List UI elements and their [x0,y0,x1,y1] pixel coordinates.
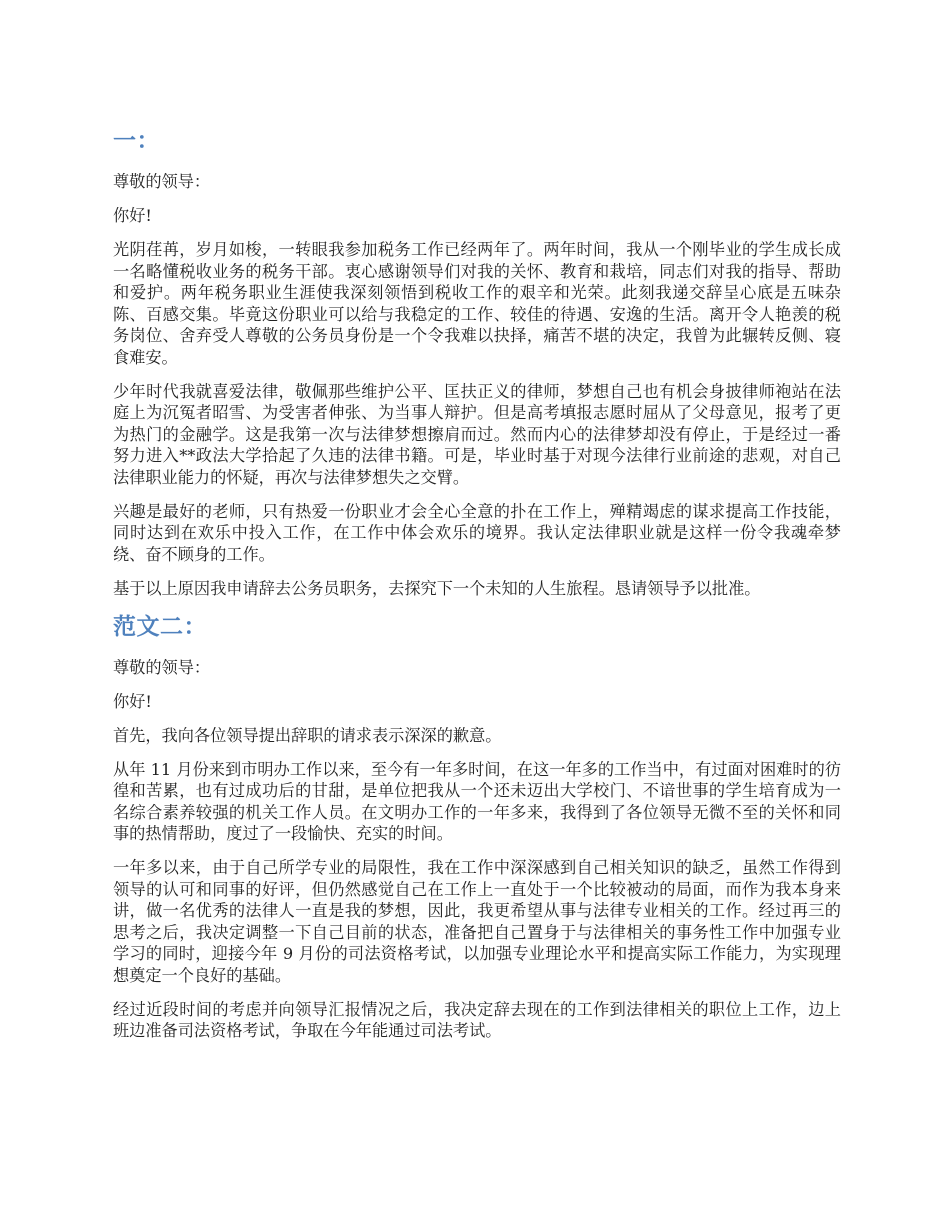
body-paragraph: 少年时代我就喜爱法律，敬佩那些维护公平、匡扶正义的律师，梦想自己也有机会身披律师袍站在法庭上为沉冤者昭雪、为受害者伸张、为当事人辩护。但是高考填报志愿时屈从了父母意见，报考了更为热门的金融学。这是我第一次与法律梦想擦肩而过。然而内心的法律梦却没有停止，于是经过一番努力进入**政法大学拾起了久违的法律书籍。可是，毕业时基于对现今法律行业前途的悲观，对自己法律职业能力的怀疑，再次与法律梦想失之交臂。 [113,381,841,487]
body-paragraph: 光阴荏苒，岁月如梭，一转眼我参加税务工作已经两年了。两年时间，我从一个刚毕业的学生成长成一名略懂税收业务的税务干部。衷心感谢领导们对我的关怀、教育和栽培，同志们对我的指导、帮助和爱护。两年税务职业生涯使我深刻领悟到税收工作的艰辛和光荣。此刻我递交辞呈心底是五味杂陈、百感交集。毕竟这份职业可以给与我稳定的工作、较佳的待遇、安逸的生活。离开令人艳羡的税务岗位、舍弃受人尊敬的公务员身份是一个令我难以抉择，痛苦不堪的决定，我曾为此辗转反侧、寝食难安。 [113,240,841,367]
section-two [113,612,841,1042]
section-one-heading: 一： [113,128,160,154]
salutation: 尊敬的领导： [113,657,211,677]
closing-paragraph: 基于以上原因我申请辞去公务员职务，去探究下一个未知的人生旅程。恳请领导予以批准。 [113,578,761,598]
body-paragraph: 从年 11 月份来到市明办工作以来，至今有一年多时间，在这一年多的工作当中，有过面对困难时的彷徨和苦累，也有过成功后的甘甜，是单位把我从一个还未迈出大学校门、不谙世事的学生培育成为一名综合素养较强的机关工作人员。在文明办工作的一年多来，我得到了各位领导无微不至的关怀和同事的热情帮助，度过了一段愉快、充实的时间。 [113,759,841,843]
section-one [113,126,841,599]
greeting: 你好! [113,206,152,225]
document-page [113,126,841,1054]
salutation: 尊敬的领导： [113,172,211,191]
section-two-heading: 范文二： [113,613,207,640]
body-paragraph: 经过近段时间的考虑并向领导汇报情况之后，我决定辞去现在的工作到法律相关的职位上工作，边上班边准备司法资格考试，争取在今年能通过司法考试。 [113,999,841,1040]
body-paragraph: 首先，我向各位领导提出辞职的请求表示深深的歉意。 [113,725,502,745]
body-paragraph: 兴趣是最好的老师，只有热爱一份职业才会全心全意的扑在工作上，殚精竭虑的谋求提高工作技能，同时达到在欢乐中投入工作，在工作中体会欢乐的境界。我认定法律职业就是这样一份令我魂牵梦绕、奋不顾身的工作。 [113,501,841,564]
body-paragraph: 一年多以来，由于自己所学专业的局限性，我在工作中深深感到自己相关知识的缺乏，虽然工作得到领导的认可和同事的好评，但仍然感觉自己在工作上一直处于一个比较被动的局面，而作为我本身来讲，做一名优秀的法律人一直是我的梦想，因此，我更希望从事与法律专业相关的工作。经过再三的思考之后，我决定调整一下自己目前的状态，准备把自己置身于与法律相关的事务性工作中加强专业学习的同时，迎接今年 9 月份的司法资格考试，以加强专业理论水平和提高实际工作能力，为实现理想奠定一个良好的基础。 [113,858,841,985]
greeting: 你好! [113,691,152,711]
